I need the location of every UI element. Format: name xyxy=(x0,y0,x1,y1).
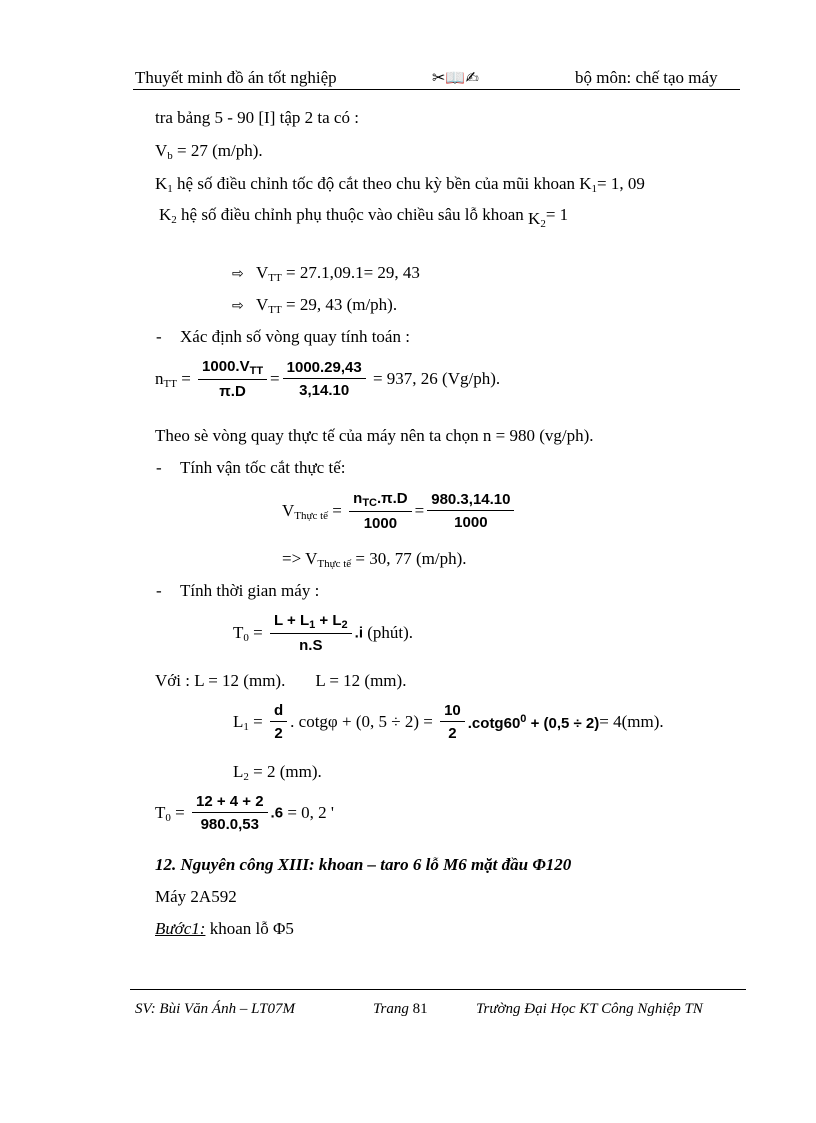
text-line-select-n: Theo sè vòng quay thực tế của máy nên ta chọn n = 980 (vg/ph). xyxy=(155,426,594,445)
bullet-dash: - xyxy=(156,327,162,346)
formula-ntt: $n_{TT}$ = $\frac{1000.V_{TT}}{\pi.D}$ = $\frac{1000.29,43}{3,14.10}$ = 937, 26 (Vg/ph). xyxy=(155,358,501,400)
bullet-dash: - xyxy=(156,581,162,600)
arrow-right-icon: ⇨ xyxy=(232,266,244,282)
page-number: 81 xyxy=(412,1001,428,1017)
bullet-dash: - xyxy=(156,458,162,477)
text-line-step1: Bước1: khoan lỗ Φ5 xyxy=(155,919,294,938)
header-title: Thuyết minh đồ án tốt nghiệp xyxy=(135,68,337,87)
formula-v-actual: $V_{Thực tế}$ = $\frac{n_{TC}.\pi.D}{1000}$ = $\frac{980.3,14.10}{1000}$ xyxy=(282,490,517,532)
footer-university: Trường Đại Học KT Công Nghiệp TN xyxy=(476,1001,703,1017)
footer-rule xyxy=(130,989,746,990)
text-line-vtt-1: ⇨ $V_{TT} = 27.1,09.1= 29$, 43 xyxy=(232,263,420,284)
text-line-k2: $K_2$ hệ số điều chỉnh phụ thuộc vào chiều sâu lỗ khoan $K_2= 1$ xyxy=(159,205,569,230)
formula-t0-result: $T_0$ = $\frac{12 + 4 + 2}{980.0,53}$ .6 = 0, 2 ' xyxy=(155,793,334,833)
text-line-machine: Máy 2A592 xyxy=(155,887,237,906)
footer-page: Trang 81 xyxy=(373,1001,428,1017)
text-line-with-l: Với : L = 12 (mm). L = 12 (mm). xyxy=(155,671,407,690)
text-line-v-actual-result: => $V_{Thực tế} = 30$, 77 (m/ph). xyxy=(282,549,467,570)
text-line-k1: $K_1$ hệ số điều chỉnh tốc độ cắt theo chu kỳ bền của mũi khoan $K_1= 1$, 09 xyxy=(155,174,645,195)
header-department: bộ môn: chế tạo máy xyxy=(575,68,718,87)
text-line-vtt-2: ⇨ $V_{TT} = 29$, 43 (m/ph). xyxy=(232,295,398,316)
text-line-1: tra bảng 5 - 90 [I] tập 2 ta có : xyxy=(155,108,359,127)
footer-student: SV: Bùi Văn Ánh – LT07M xyxy=(135,1001,295,1017)
arrow-right-icon: ⇨ xyxy=(232,298,244,314)
formula-t0: $T_0$ = $\frac{L + L_1 + L_2}{n.S}$ .i (phút). xyxy=(233,612,414,654)
header-ornament-icon: ✂📖✍ xyxy=(432,68,479,87)
text-line-rpm-heading: Xác định số vòng quay tính toán : xyxy=(180,327,410,346)
text-line-l2: $L_2 = 2$ (mm). xyxy=(233,762,322,783)
section-heading-12: 12. Nguyên công XIII: khoan – taro 6 lỗ M6 mặt đầu Φ120 xyxy=(155,855,572,874)
text-line-time-heading: Tính thời gian máy : xyxy=(180,581,320,600)
text-line-speed-heading: Tính vận tốc cắt thực tế: xyxy=(180,458,346,477)
text-line-vb: $V_b = 27$ (m/ph). xyxy=(155,141,263,162)
formula-l1: $L_1$ = $\frac{d}{2}$ . cotgφ + (0, 5 ÷ 2) = $\frac{10}{2}$ $.\cot g60^0 + (0,5 \div 2)= 4(mm)$. xyxy=(233,702,664,742)
header-rule xyxy=(133,89,740,90)
